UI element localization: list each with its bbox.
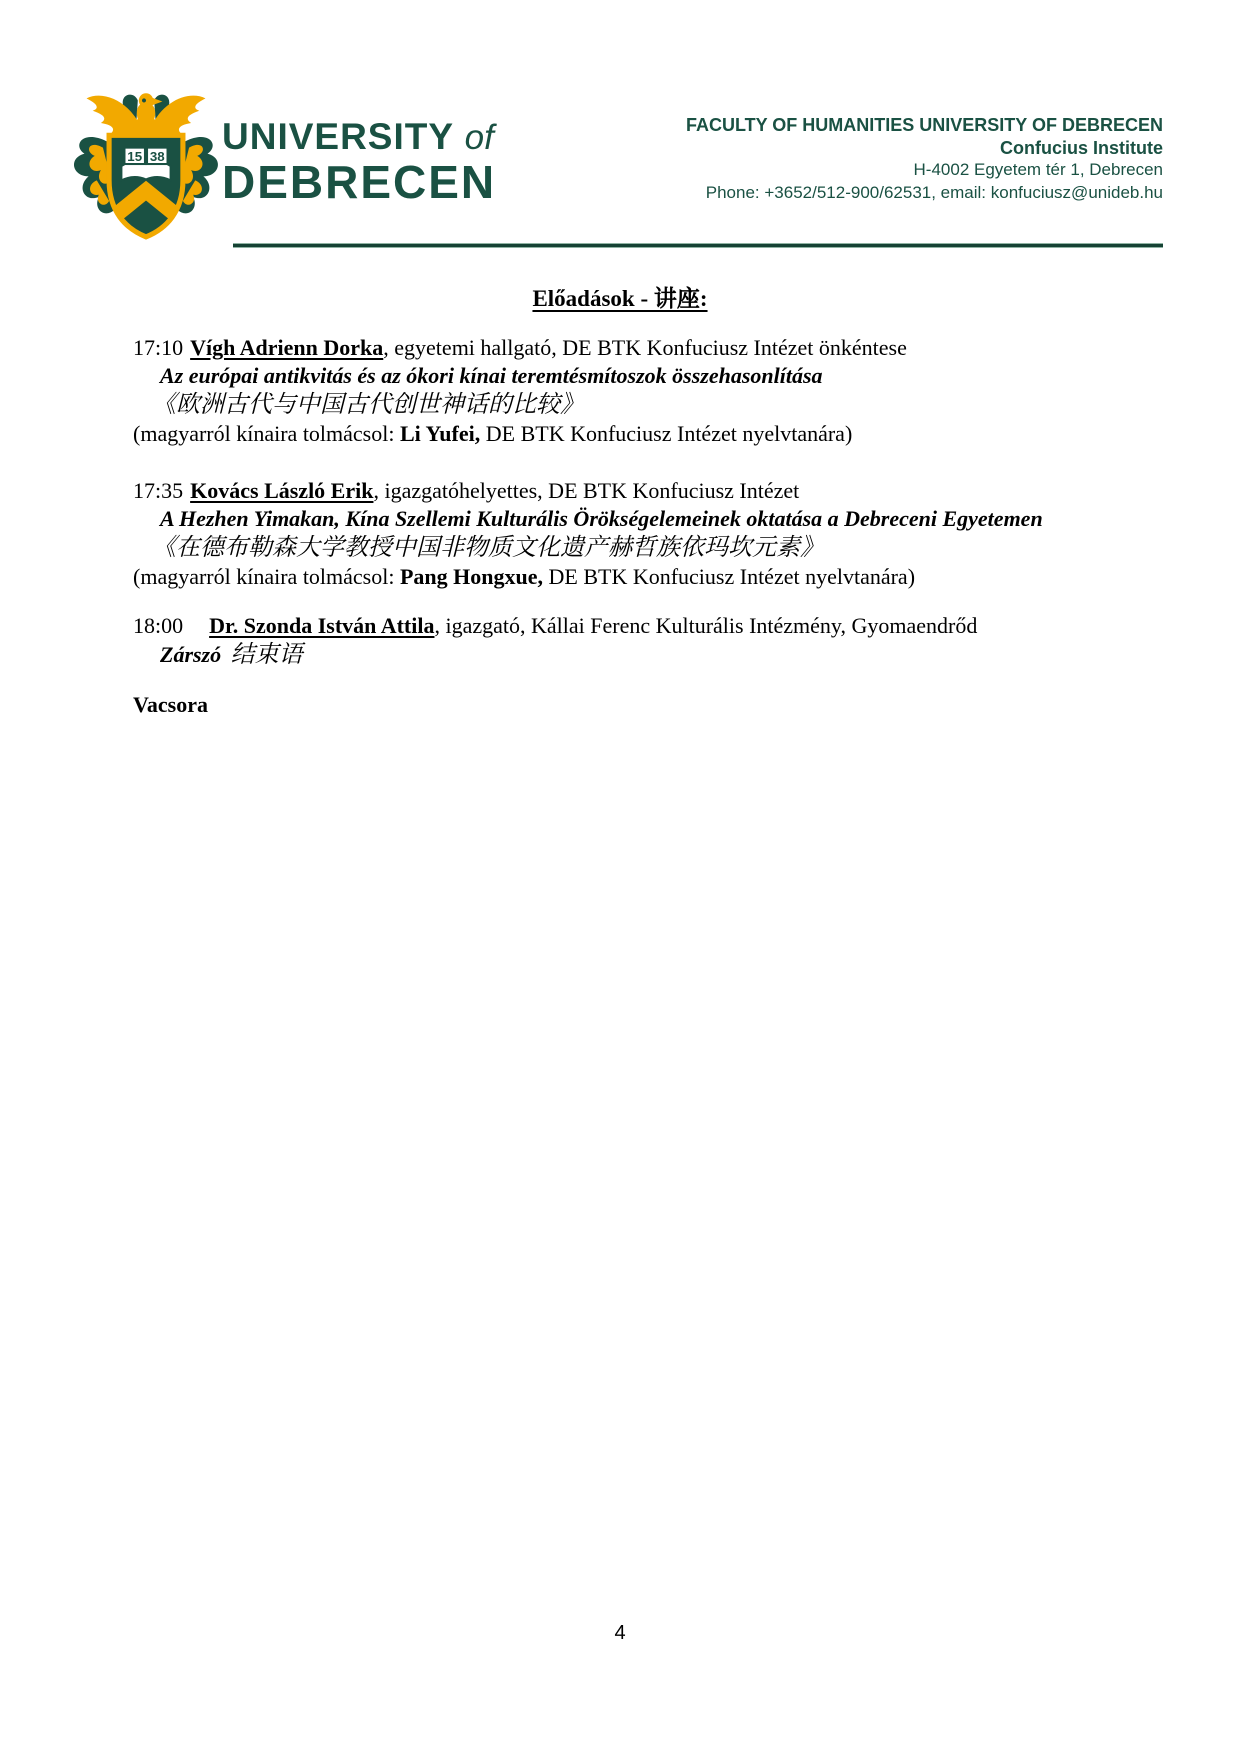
institute-name: Confucius Institute (1000, 137, 1163, 158)
schedule-entry (133, 477, 1185, 591)
faculty-name: FACULTY OF HUMANITIES UNIVERSITY OF DEBRECEN (685, 115, 1163, 135)
interpreter-line (133, 563, 1185, 591)
entry-time: 18:00 (133, 613, 184, 638)
phone-email: Phone: +3652/512-900/62531, email: konfuciusz@unideb.hu (705, 182, 1163, 202)
header-divider-rule (233, 243, 1163, 248)
postal-address: H-4002 Egyetem tér 1, Debrecen (913, 160, 1163, 179)
dinner-label: Vacsora (133, 692, 208, 717)
speaker-name: Dr. Szonda István Attila (209, 613, 435, 638)
crest-graphic (68, 82, 224, 244)
speaker-affiliation: , egyetemi hallgató, DE BTK Konfuciusz Intézet önkéntese (383, 335, 907, 360)
talk-title-chinese: 《在德布勒森大学教授中国非物质文化遗产赫哲族依玛坎元素》 (152, 535, 824, 561)
wordmark-line1 (222, 118, 496, 155)
wordmark-of: of (464, 118, 494, 157)
header-contact-block (543, 114, 1163, 204)
university-wordmark (222, 116, 497, 208)
talk-title-chinese: 结束语 (230, 642, 303, 668)
talk-title-chinese: 《欧洲古代与中国古代创世神话的比较》 (152, 392, 584, 418)
interpreter-prefix: (magyarról kínaira tolmácsol: (133, 564, 400, 589)
talk-title-hungarian: A Hezhen Yimakan, Kína Szellemi Kulturális Örökségelemeinek oktatása a Debreceni Egyetemen (160, 506, 1043, 531)
entry-speaker-line (133, 612, 1185, 640)
interpreter-suffix: DE BTK Konfuciusz Intézet nyelvtanára) (543, 564, 916, 589)
crest-year-left: 15 (127, 148, 143, 164)
entry-speaker-line (133, 477, 1185, 505)
entry-time: 17:35 (133, 478, 184, 503)
section-heading: Előadások - 讲座: (532, 286, 708, 311)
talk-title-hungarian: Az európai antikvitás és az ókori kínai teremtésmítoszok összehasonlítása (160, 363, 823, 388)
interpreter-name: Li Yufei, (399, 421, 481, 446)
crest-year-right: 38 (149, 148, 165, 164)
interpreter-prefix: (magyarról kínaira tolmácsol: (133, 421, 400, 446)
speaker-name: Vígh Adrienn Dorka (190, 335, 384, 360)
talk-title-hungarian: Zárszó (160, 642, 222, 667)
university-crest-logo (68, 82, 224, 244)
wordmark-debrecen: DEBRECEN (222, 156, 497, 208)
speaker-affiliation: , igazgató, Kállai Ferenc Kulturális Intézmény, Gyomaendrőd (434, 613, 978, 638)
interpreter-name: Pang Hongxue, (399, 564, 543, 589)
page-number: 4 (614, 1622, 626, 1644)
interpreter-suffix: DE BTK Konfuciusz Intézet nyelvtanára) (480, 421, 853, 446)
wordmark-university: UNIVERSITY (222, 116, 454, 157)
interpreter-line (133, 420, 1185, 448)
entry-speaker-line (133, 334, 1185, 362)
speaker-affiliation: , igazgatóhelyettes, DE BTK Konfuciusz Intézet (373, 478, 800, 503)
crest-book (121, 148, 170, 181)
schedule-entry (133, 334, 1185, 448)
schedule-entry (133, 612, 1185, 670)
entry-time: 17:10 (133, 335, 184, 360)
closing-title-line (133, 640, 1185, 670)
speaker-name: Kovács László Erik (190, 478, 374, 503)
